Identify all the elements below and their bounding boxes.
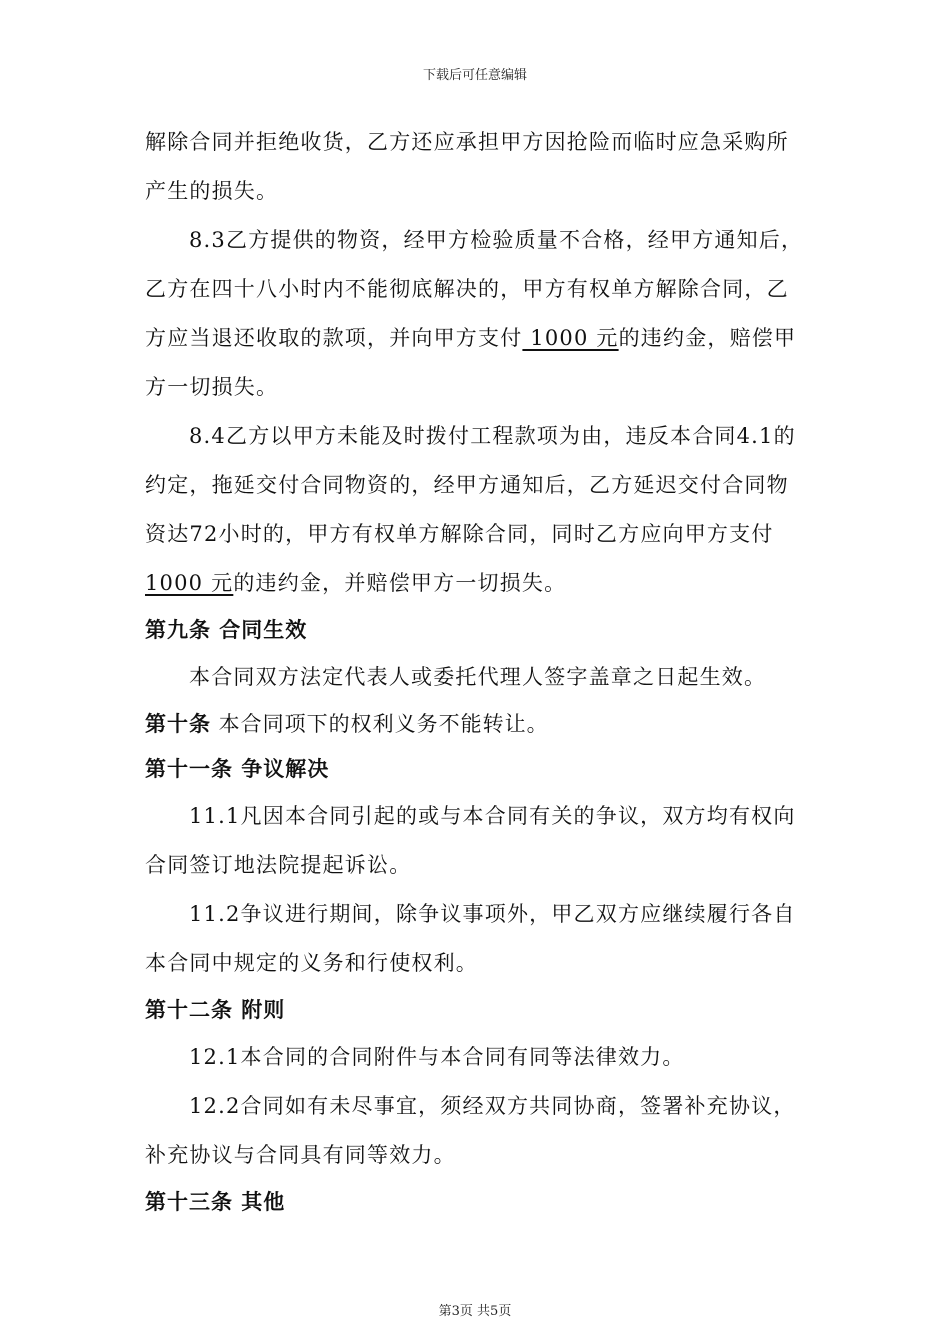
- article-9-body: 本合同双方法定代表人或委托代理人签字盖章之日起生效。: [189, 665, 767, 689]
- clause-12-2-line-2: 补充协议与合同具有同等效力。: [145, 1143, 456, 1167]
- clause-8-3-line-1: 8.3乙方提供的物资，经甲方检验质量不合格，经甲方通知后，: [189, 228, 804, 252]
- article-9-heading: 第九条 合同生效: [145, 618, 308, 642]
- clause-11-1-line-2: 合同签订地法院提起诉讼。: [145, 853, 412, 877]
- clause-8-3-text-a: 方应当退还收取的款项，并向甲方支付: [145, 326, 523, 350]
- article-10: [145, 702, 810, 747]
- article-13-heading: 第十三条 其他: [145, 1190, 286, 1214]
- clause-8-2-line-1: 解除合同并拒绝收货，乙方还应承担甲方因抢险而临时应急采购所: [145, 130, 789, 154]
- clause-8-4-line-2: 约定，拖延交付合同物资的，经甲方通知后，乙方延迟交付合同物: [145, 473, 789, 497]
- clause-8-2-line-2: 产生的损失。: [145, 179, 279, 203]
- clause-8-4-line-1: 8.4乙方以甲方未能及时拨付工程款项为由，违反本合同4.1的: [189, 424, 796, 448]
- clause-8-4-text-b: 的违约金，并赔偿甲方一切损失。: [233, 571, 567, 595]
- clause-11-2-line-1: 11.2争议进行期间，除争议事项外，甲乙双方应继续履行各自: [189, 902, 796, 926]
- clause-12-2-line-1: 12.2合同如有未尽事宜，须经双方共同协商，签署补充协议，: [189, 1094, 796, 1118]
- article-12-heading: 第十二条 附则: [145, 998, 286, 1022]
- article-10-body: 本合同项下的权利义务不能转让。: [211, 712, 549, 736]
- clause-8-3-line-2: 乙方在四十八小时内不能彻底解决的，甲方有权单方解除合同，乙: [145, 277, 789, 301]
- clause-8-3-line-4: 方一切损失。: [145, 375, 279, 399]
- article-11-heading: 第十一条 争议解决: [145, 757, 330, 781]
- article-10-heading: 第十条: [145, 712, 211, 736]
- page-header: 下载后可任意编辑: [422, 68, 527, 83]
- clause-8-3-line-3: [145, 314, 810, 363]
- penalty-amount: 1000 元: [522, 326, 619, 350]
- clause-11-2-line-2: 本合同中规定的义务和行使权利。: [145, 951, 478, 975]
- clause-8-4-line-4: [145, 559, 810, 608]
- clause-8-3-text-b: 的违约金，赔偿甲: [618, 326, 797, 350]
- penalty-amount: 1000 元: [145, 571, 234, 595]
- clause-8-4-line-3: 资达72小时的，甲方有权单方解除合同，同时乙方应向甲方支付: [145, 522, 774, 546]
- clause-11-1-line-1: 11.1凡因本合同引起的或与本合同有关的争议，双方均有权向: [189, 804, 796, 828]
- document-body: [145, 118, 810, 1225]
- clause-12-1: 12.1本合同的合同附件与本合同有同等法律效力。: [189, 1045, 685, 1069]
- page-footer: 第3页 共5页: [438, 1304, 512, 1319]
